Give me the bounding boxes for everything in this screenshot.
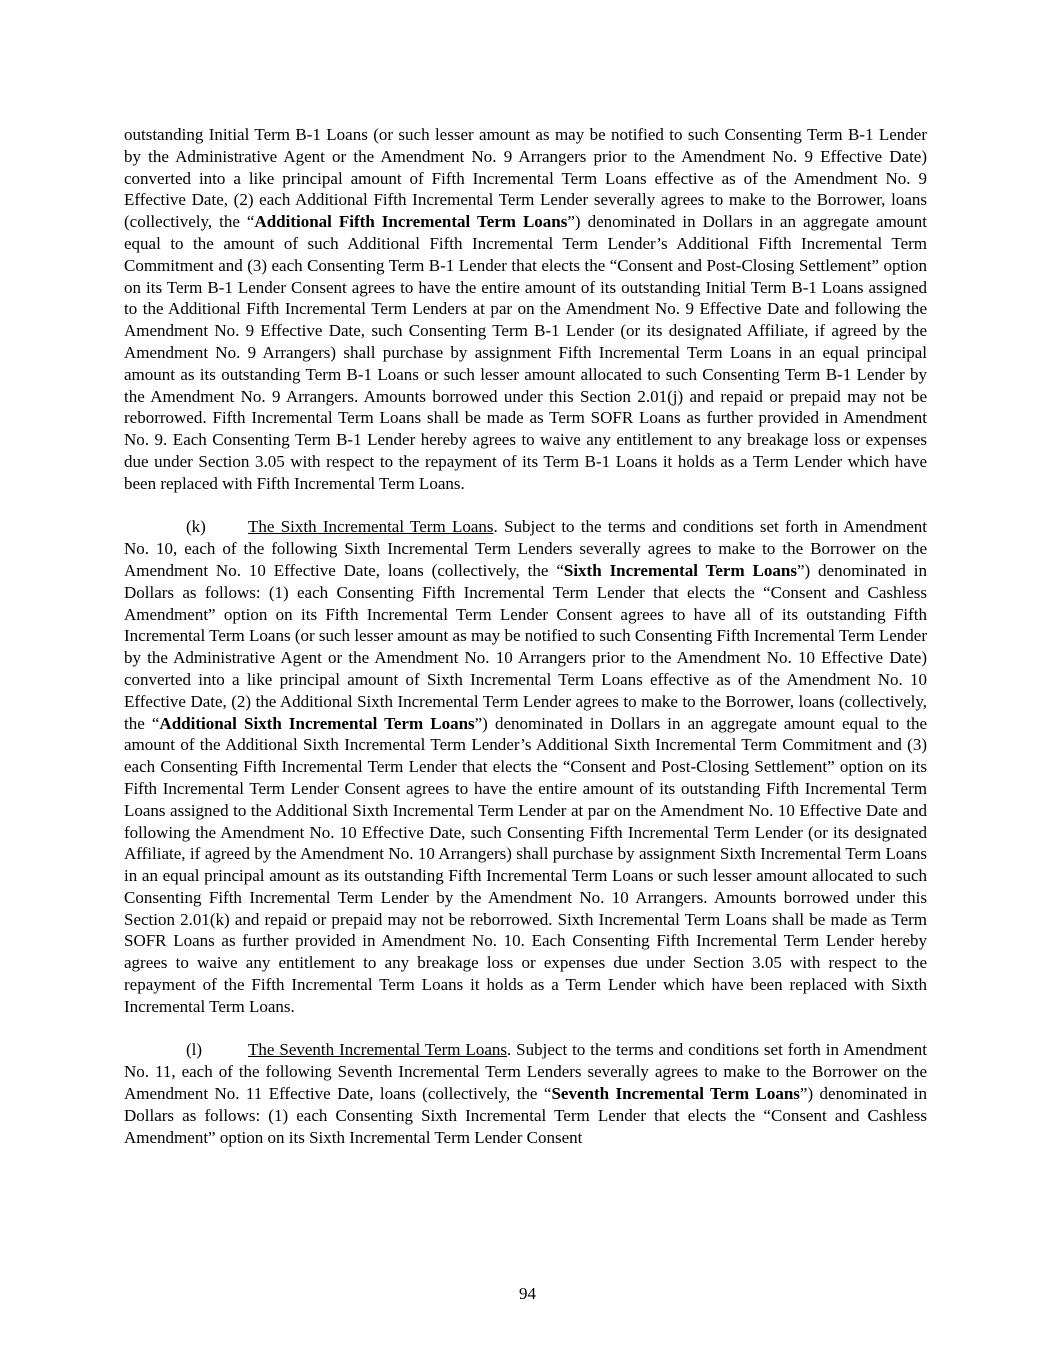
paragraph-text: . Subject to the terms and conditions set forth in Amendment No. 10, each of the following Sixth Incremental Term Lenders severally agrees to make to the Borrower on the Amendment No. 10 Effective Date, loans (collectively, the “ (124, 517, 927, 580)
defined-term: Additional Fifth Incremental Term Loans (254, 212, 568, 232)
section-heading: The Sixth Incremental Term Loans (248, 517, 494, 537)
paragraph-text: ”) denominated in Dollars as follows: (1) each Consenting Fifth Incremental Term Lender that elects the “Consent and Cashless Amendment” option on its Fifth Incremental Term Lender Consent agrees to have all of its outstanding Fifth Incremental Term Loans (or such lesser amount as may be notified to such Consenting Fifth Incremental Term Lender by the Administrative Agent or the Amendment No. 10 Arrangers prior to the Amendment No. 10 Effective Date) converted into a like principal amount of Sixth Incremental Term Loans effective as of the Amendment No. 10 Effective Date, (2) the Additional Sixth Incremental Term Lender agrees to make to the Borrower, loans (collectively, the “ (124, 560, 927, 733)
defined-term: Additional Sixth Incremental Term Loans (159, 713, 475, 733)
page-number: 94 (519, 1284, 536, 1303)
paragraph-text: ”) denominated in Dollars in an aggregate amount equal to the amount of the Additional Sixth Incremental Term Lender’s Additional Sixth Incremental Term Commitment and (3) each Consenting Fifth Incremental Term Lender that elects the “Consent and Post-Closing Settlement” option on its Fifth Incremental Term Lender Consent agrees to have the entire amount of its outstanding Fifth Incremental Term Loans assigned to the Additional Sixth Incremental Term Lender at par on the Amendment No. 10 Effective Date and following the Amendment No. 10 Effective Date, such Consenting Fifth Incremental Term Lender (or its designated Affiliate, if agreed by the Amendment No. 10 Arrangers) shall purchase by assignment Sixth Incremental Term Loans in an equal principal amount as its outstanding Fifth Incremental Term Loans or such lesser amount allocated to such Consenting Fifth Incremental Term Lender by the Amendment No. 10 Arrangers. Amounts borrowed under this Section 2.01(k) and repaid or prepaid may not be reborrowed. Sixth Incremental Term Loans shall be made as Term SOFR Loans as further provided in Amendment No. 10. Each Consenting Fifth Incremental Term Lender hereby agrees to waive any entitlement to any breakage loss or expenses due under Section 3.05 with respect to the repayment of the Fifth Incremental Term Loans it holds as a Term Lender which have been replaced with Sixth Incremental Term Loans. (124, 713, 927, 1016)
defined-term: Sixth Incremental Term Loans (563, 560, 797, 580)
paragraph-text: ”) denominated in Dollars as follows: (1) each Consenting Sixth Incremental Term Lender that elects the “Consent and Cashless Amendment” option on its Sixth Incremental Term Lender Consent (124, 1084, 927, 1147)
paragraph-l (124, 1039, 927, 1148)
clause-label: (l) (186, 1040, 203, 1060)
defined-term: Seventh Incremental Term Loans (551, 1084, 800, 1104)
clause-label: (k) (186, 517, 206, 537)
paragraph-text: ”) denominated in Dollars in an aggregate amount equal to the amount of such Additional Fifth Incremental Term Lender’s Additional Fifth Incremental Term Commitment and (3) each Consenting Term B-1 Lender that elects the “Consent and Post-Closing Settlement” option on its Term B-1 Lender Consent agrees to have the entire amount of its outstanding Initial Term B-1 Loans assigned to the Additional Fifth Incremental Term Lenders at par on the Amendment No. 9 Effective Date and following the Amendment No. 9 Effective Date, such Consenting Term B-1 Lender (or its designated Affiliate, if agreed by the Amendment No. 9 Arrangers) shall purchase by assignment Fifth Incremental Term Loans in an equal principal amount as its outstanding Term B-1 Loans or such lesser amount allocated to such Consenting Term B-1 Lender by the Amendment No. 9 Arrangers. Amounts borrowed under this Section 2.01(j) and repaid or prepaid may not be reborrowed. Fifth Incremental Term Loans shall be made as Term SOFR Loans as further provided in Amendment No. 9. Each Consenting Term B-1 Lender hereby agrees to waive any entitlement to any breakage loss or expenses due under Section 3.05 with respect to the repayment of its Term B-1 Loans it holds as a Term Lender which have been replaced with Fifth Incremental Term Loans. (124, 212, 928, 493)
section-heading: The Seventh Incremental Term Loans (248, 1040, 507, 1060)
paragraph-j-continued (124, 124, 927, 495)
document-page (124, 124, 927, 1148)
paragraph-k (124, 516, 927, 1017)
paragraph-text: . Subject to the terms and conditions set forth in Amendment No. 11, each of the following Seventh Incremental Term Lenders severally agrees to make to the Borrower on the Amendment No. 11 Effective Date, loans (collectively, the “ (124, 1040, 927, 1104)
paragraph-text: outstanding Initial Term B-1 Loans (or such lesser amount as may be notified to such Consenting Term B-1 Lender by the Administrative Agent or the Amendment No. 9 Arrangers prior to the Amendment No. 9 Effective Date) converted into a like principal amount of Fifth Incremental Term Loans effective as of the Amendment No. 9 Effective Date, (2) each Additional Fifth Incremental Term Lender severally agrees to make to the Borrower, loans (collectively, the “ (124, 125, 927, 232)
